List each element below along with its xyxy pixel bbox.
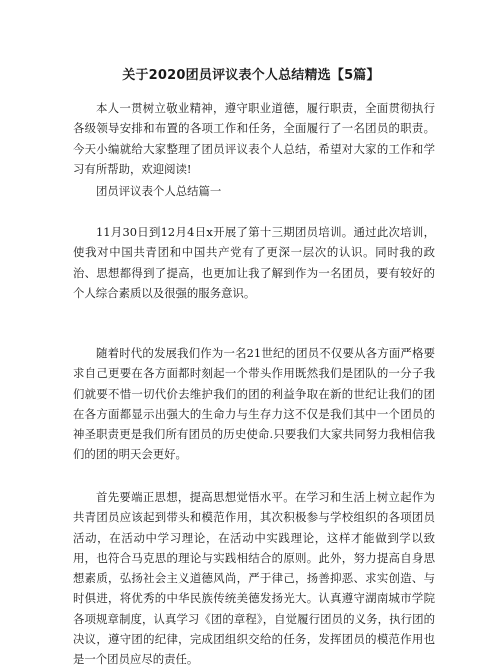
intro-paragraph: 本人一贯树立敬业精神，遵守职业道德，履行职责，全面贯彻执行各级领导安排和布置的各项工作和任务，全面履行了一名团员的职责。今天小编就给大家整理了团员评议表个人总结，希望对大家的工作和学习有所帮助，欢迎阅读! xyxy=(73,101,435,176)
body-paragraph: 11月30日到12月4日x开展了第十三期团员培训。通过此次培训，使我对中国共青团和中国共产党有了更深一层次的认识。同时我的政治、思想都得到了提高，也更加让我了解到作为一名团员，要有较好的个人综合素质以及很强的服务意识。 xyxy=(73,225,435,300)
document-title: 关于2020团员评议表个人总结精选【5篇】 xyxy=(122,68,380,83)
section-heading: 团员评议表个人总结篇一 xyxy=(96,184,222,198)
body-paragraph: 随着时代的发展我们作为一名21世纪的团员不仅要从各方面严格要求自己更要在各方面都时刻起一个带头作用既然我们是团队的一分子我们就要不惜一切代价去维护我们的团的利益争取在新的世纪让我们的团在各方面都显示出强大的生命力与生存力这不仅是我们其中一个团员的神圣职责更是我们所有团员的历史使命.只要我们大家共同努力我相信我们的团的明天会更好。 xyxy=(73,346,435,462)
body-paragraph: 首先要端正思想，提高思想觉悟水平。在学习和生活上树立起作为共青团员应该起到带头和模范作用，其次积极参与学校组织的各项团员活动，在活动中学习理论，在活动中实践理论，这样才能做到学以致用，也符合马克思的理论与实践相结合的原则。此外，努力提高自身思想素质，弘扬社会主义道德风尚，严于律己，扬善抑恶、求实创造、与时俱进，将优秀的中华民族传统美德发扬光大。认真遵守湖南城市学院各项规章制度，认真学习《团的章程》，自觉履行团员的义务，执行团的决议，遵守团的纪律，完成团组织交给的任务，发挥团员的模范作用也是一个团员应尽的责任。 xyxy=(73,490,435,667)
